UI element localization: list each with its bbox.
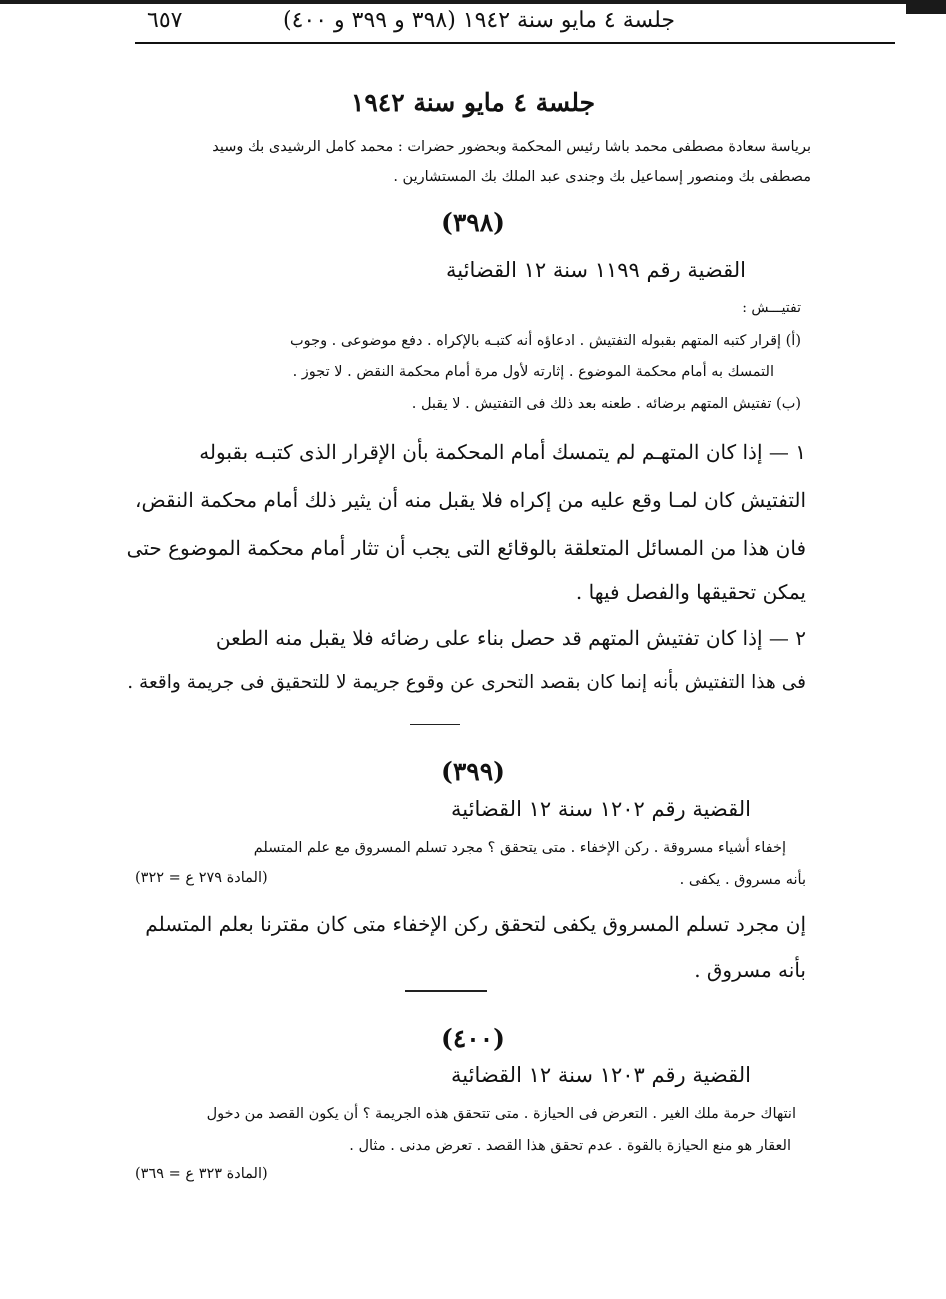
session-title: جلسة ٤ مايو سنة ١٩٤٢ [350, 88, 596, 117]
case-398-body-line: فى هذا التفتيش بأنه إنما كان بقصد التحرى عن وقوع جريمة لا للتحقيق فى جريمة واقعة . [127, 672, 806, 693]
page-number: ٦٥٧ [147, 8, 183, 33]
case-398-body-line: التفتيش كان لمـا وقع عليه من إكراه فلا يقبل منه أن يثير ذلك أمام محكمة النقض، [135, 488, 806, 512]
scan-edge-bar [0, 0, 946, 4]
case-398-body-line: ٢ — إذا كان تفتيش المتهم قد حصل بناء على رضائه فلا يقبل منه الطعن [215, 626, 806, 650]
case-398-body-line: فان هذا من المسائل المتعلقة بالوقائع التى يجب أن تثار أمام محكمة الموضوع حتى [126, 536, 806, 560]
case-398-summary-a: (أ) إقرار كتبه المتهم بقبوله التفتيش . ادعاؤه أنه كتبـه بالإكراه . دفع موضوعى . وجوب [289, 333, 801, 349]
header-rule [135, 42, 895, 44]
presidency-line: برياسة سعادة مصطفى محمد باشا رئيس المحكمة وبحضور حضرات : محمد كامل الرشيدى بك وسيد [212, 139, 811, 155]
case-398-topic: تفتيـــش : [742, 300, 801, 316]
case-398-body-line: يمكن تحقيقها والفصل فيها . [575, 580, 806, 604]
presidency-line: مصطفى بك ومنصور إسماعيل بك وجندى عبد الملك بك المستشارين . [393, 169, 811, 185]
case-398-ref: القضية رقم ١١٩٩ سنة ١٢ القضائية [446, 258, 746, 282]
case-398-summary-b: (ب) تفتيش المتهم برضائه . طعنه بعد ذلك فى التفتيش . لا يقبل . [411, 396, 801, 412]
case-399-summary: إخفاء أشياء مسروقة . ركن الإخفاء . متى يتحقق ؟ مجرد تسلم المسروق مع علم المتسلم [253, 840, 786, 856]
case-399-body-line: إن مجرد تسلم المسروق يكفى لتحقق ركن الإخفاء متى كان مقترنا بعلم المتسلم [145, 912, 806, 936]
case-400-summary: انتهاك حرمة ملك الغير . التعرض فى الحيازة . متى تتحقق هذه الجريمة ؟ أن يكون القصد من دخول [206, 1106, 796, 1122]
case-399-body-line: بأنه مسروق . [694, 958, 806, 982]
case-400-ref: القضية رقم ١٢٠٣ سنة ١٢ القضائية [451, 1063, 751, 1087]
case-399-article: (المادة ٢٧٩ ع = ٣٢٢) [135, 870, 268, 886]
scan-edge-corner [906, 0, 946, 14]
case-399-number: (٣٩٩) [441, 757, 505, 786]
case-399-summary-cont: بأنه مسروق . يكفى . [679, 872, 806, 888]
presidency-paragraph [131, 132, 811, 192]
section-separator [405, 990, 487, 992]
case-400-summary-cont: العقار هو منع الحيازة بالقوة . عدم تحقق هذا القصد . تعرض مدنى . مثال . [349, 1138, 791, 1154]
running-header [135, 8, 895, 40]
section-separator [410, 724, 460, 725]
case-398-summary-a-cont: التمسك به أمام محكمة الموضوع . إثارته لأول مرة أمام محكمة النقض . لا تجوز . [292, 364, 774, 380]
case-398-number: (٣٩٨) [441, 208, 505, 237]
case-400-number: (٤٠٠) [441, 1024, 505, 1053]
header-title: جلسة ٤ مايو سنة ١٩٤٢ (٣٩٨ و ٣٩٩ و ٤٠٠) [283, 8, 675, 33]
case-400-article: (المادة ٣٢٣ ع = ٣٦٩) [135, 1166, 268, 1182]
case-398-body-line: ١ — إذا كان المتهـم لم يتمسك أمام المحكمة بأن الإقرار الذى كتبـه بقبوله [199, 440, 806, 464]
case-399-ref: القضية رقم ١٢٠٢ سنة ١٢ القضائية [451, 797, 751, 821]
